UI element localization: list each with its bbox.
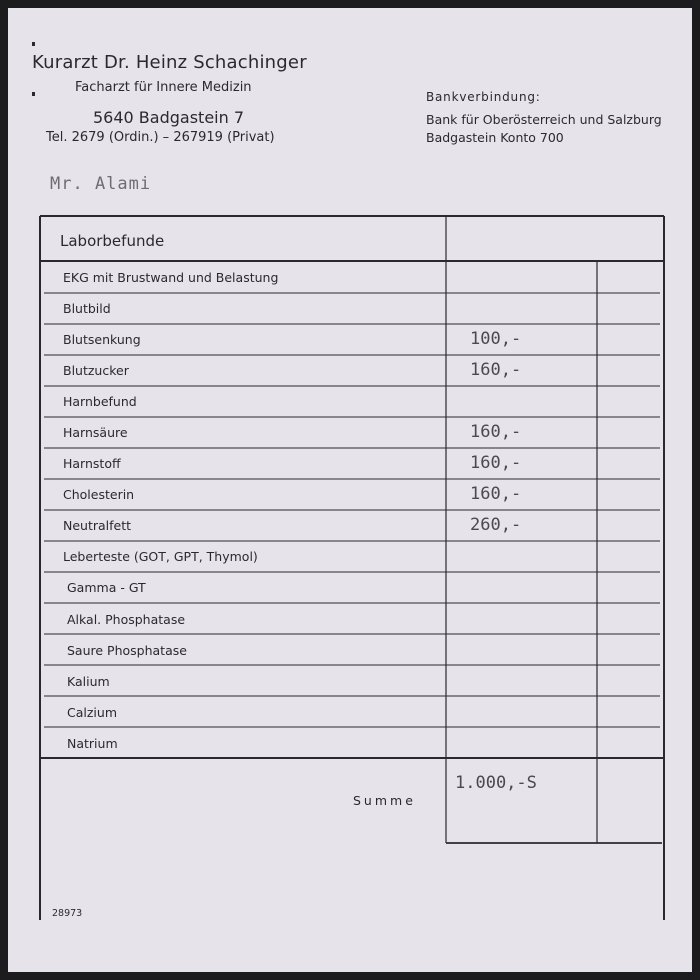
lab-row-value: 160,- [470, 422, 522, 442]
doctor-name: Kurarzt Dr. Heinz Schachinger [32, 52, 307, 73]
lab-row-label: Calzium [67, 705, 117, 720]
lab-row-label: Leberteste (GOT, GPT, Thymol) [63, 549, 258, 564]
lab-row-label: Kalium [67, 674, 110, 689]
bank-label: Bankverbindung: [426, 90, 541, 104]
doctor-specialty: Facharzt für Innere Medizin [75, 80, 252, 95]
lab-row-value: 160,- [470, 453, 522, 473]
sum-value: 1.000,-S [455, 773, 537, 793]
lab-row-label: Saure Phosphatase [67, 643, 187, 658]
patient-name: Mr. Alami [50, 174, 152, 194]
lab-row-label: Blutbild [63, 301, 111, 316]
lab-row-label: Harnbefund [63, 394, 137, 409]
lab-row-label: Harnstoff [63, 456, 121, 471]
table-title: Laborbefunde [60, 232, 165, 250]
lab-row-label: Natrium [67, 736, 118, 751]
lab-row-label: Gamma - GT [67, 580, 146, 595]
doctor-phone: Tel. 2679 (Ordin.) – 267919 (Privat) [46, 130, 275, 145]
lab-row-value: 260,- [470, 515, 522, 535]
lab-row-label: Harnsäure [63, 425, 128, 440]
bank-name: Bank für Oberösterreich und Salzburg [426, 112, 662, 127]
form-number: 28973 [52, 908, 83, 919]
lab-row-label: Blutzucker [63, 363, 129, 378]
lab-row-value: 160,- [470, 484, 522, 504]
lab-row-value: 160,- [470, 360, 522, 380]
lab-row-label: EKG mit Brustwand und Belastung [63, 270, 279, 285]
lab-row-value: 100,- [470, 329, 522, 349]
sum-label: Summe [353, 793, 416, 808]
lab-row-label: Cholesterin [63, 487, 135, 502]
lab-row-label: Alkal. Phosphatase [67, 612, 186, 627]
bank-account: Badgastein Konto 700 [426, 130, 564, 145]
doctor-address: 5640 Badgastein 7 [93, 108, 245, 127]
lab-row-label: Blutsenkung [63, 332, 141, 347]
lab-row-label: Neutralfett [63, 518, 132, 533]
